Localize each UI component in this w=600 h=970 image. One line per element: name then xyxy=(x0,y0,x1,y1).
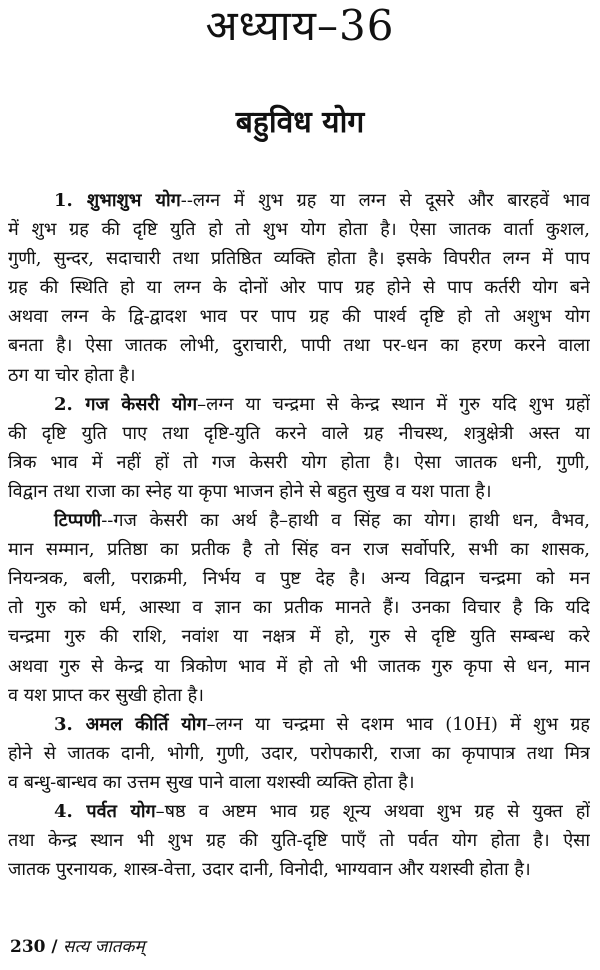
text-line xyxy=(8,448,590,477)
line-text: –लग्न या चन्द्रमा से दशम भाव (10H) में शुभ ग्रह xyxy=(206,713,590,735)
text-line xyxy=(8,186,590,215)
text-line xyxy=(8,477,590,506)
line-text: ग्रह की स्थिति हो या लग्न के दोनों ओर पाप ग्रह होने से पाप कर्तरी योग बने xyxy=(8,277,590,299)
paragraph-lead: 1. शुभाशुभ योग xyxy=(54,190,181,211)
line-text: में शुभ ग्रह की दृष्टि युति हो तो शुभ योग होता है। ऐसा जातक वार्ता कुशल, xyxy=(8,219,590,241)
body-text xyxy=(8,186,590,884)
page-number: 230 / xyxy=(10,937,58,957)
line-text: गुणी, सुन्दर, सदाचारी तथा प्रतिष्ठित व्यक्ति होता है। इसके विपरीत लग्न में पाप xyxy=(8,248,590,270)
text-line xyxy=(8,361,590,390)
text-line xyxy=(8,302,590,331)
text-line xyxy=(8,622,590,651)
text-line xyxy=(8,739,590,768)
text-line xyxy=(8,390,590,419)
paragraph-lead: 2. गज केसरी योग xyxy=(54,393,198,415)
text-line xyxy=(8,535,590,564)
paragraph xyxy=(8,390,590,506)
text-line xyxy=(8,826,590,855)
text-line xyxy=(8,681,590,710)
line-text: बनता है। ऐसा जातक लोभी, दुराचारी, पापी तथा पर-धन का हरण करने वाला xyxy=(8,335,590,357)
text-line xyxy=(8,797,590,826)
line-text: –लग्न या चन्द्रमा से केन्द्र स्थान में गुरु यदि शुभ ग्रहों xyxy=(197,393,590,415)
line-text: तो गुरु को धर्म, आस्था व ज्ञान का प्रतीक मानते हैं। उनका विचार है कि यदि xyxy=(8,597,590,619)
chapter-heading: अध्याय–36 xyxy=(205,1,395,50)
line-text: अथवा लग्न के द्वि-द्वादश भाव पर पाप ग्रह की पार्श्व दृष्टि हो तो अशुभ योग xyxy=(8,306,590,328)
line-text: चन्द्रमा गुरु की राशि, नवांश या नक्षत्र में हो, गुरु से दृष्टि युति सम्बन्ध करे xyxy=(8,626,590,648)
line-text: त्रिक भाव में नहीं हों तो गज केसरी योग होता है। ऐसा जातक धनी, गुणी, xyxy=(8,451,590,473)
text-line xyxy=(8,593,590,622)
paragraph-lead: टिप्पणी xyxy=(54,510,102,532)
line-text: मान सम्मान, प्रतिष्ठा का प्रतीक है तो सिंह वन राज सर्वोपरि, सभी का शासक, xyxy=(8,539,590,561)
paragraph xyxy=(8,710,590,797)
text-line xyxy=(8,331,590,360)
text-line xyxy=(8,855,590,884)
section-title: बहुविध योग xyxy=(235,105,365,140)
page-footer xyxy=(10,934,145,957)
line-text: --गज केसरी का अर्थ है–हाथी व सिंह का योग। हाथी धन, वैभव, xyxy=(101,510,590,532)
text-line xyxy=(8,710,590,739)
line-text: –षष्ठ व अष्टम भाव ग्रह शून्य अथवा शुभ ग्रह से युक्त हों xyxy=(155,800,590,822)
line-text: होने से जातक दानी, भोगी, गुणी, उदार, परोपकारी, राजा का कृपापात्र तथा मित्र xyxy=(8,742,590,764)
text-line xyxy=(8,768,590,797)
text-line xyxy=(8,506,590,535)
line-text: तथा केन्द्र स्थान भी शुभ ग्रह की युति-दृष्टि पाएँ तो पर्वत योग होता है। ऐसा xyxy=(8,830,590,852)
paragraph xyxy=(8,506,590,710)
text-line xyxy=(8,244,590,273)
text-line xyxy=(8,419,590,448)
text-line xyxy=(8,652,590,681)
line-text: व बन्धु-बान्धव का उत्तम सुख पाने वाला यशस्वी व्यक्ति होता है। xyxy=(8,771,415,793)
paragraph xyxy=(8,797,590,884)
paragraph-lead: 3. अमल कीर्ति योग xyxy=(54,713,207,735)
book-title: सत्य जातकम् xyxy=(63,937,145,957)
line-text: की दृष्टि युति पाए तथा दृष्टि-युति करने वाले ग्रह नीचस्थ, शत्रुक्षेत्री अस्त या xyxy=(8,422,590,444)
text-line xyxy=(8,564,590,593)
text-line xyxy=(8,273,590,302)
line-text: व यश प्राप्त कर सुखी होता है। xyxy=(8,684,204,706)
line-text: विद्वान तथा राजा का स्नेह या कृपा भाजन होने से बहुत सुख व यश पाता है। xyxy=(8,480,492,502)
line-text: अथवा गुरु से केन्द्र या त्रिकोण भाव में हो तो भी जातक गुरु कृपा से धन, मान xyxy=(8,655,590,677)
line-text: नियन्त्रक, बली, पराक्रमी, निर्भय व पुष्ट देह है। अन्य विद्वान चन्द्रमा को मन xyxy=(8,568,590,590)
line-text: ठग या चोर होता है। xyxy=(8,364,136,386)
line-text: --लग्न में शुभ ग्रह या लग्न से दूसरे और बारहवें भाव xyxy=(180,190,590,211)
text-line xyxy=(8,215,590,244)
paragraph xyxy=(8,186,590,390)
line-text: जातक पुरनायक, शास्त्र-वेत्ता, उदार दानी, विनोदी, भाग्यवान और यशस्वी होता है। xyxy=(8,859,531,881)
paragraph-lead: 4. पर्वत योग xyxy=(54,800,156,822)
